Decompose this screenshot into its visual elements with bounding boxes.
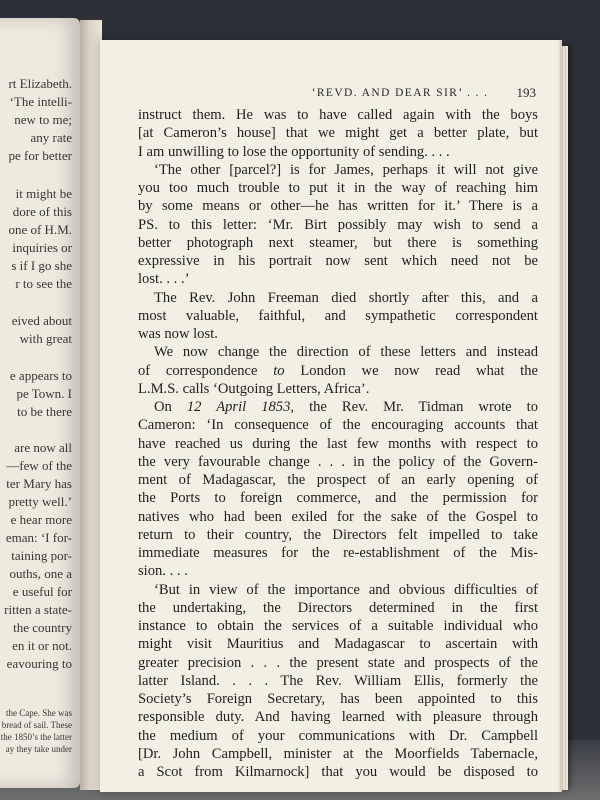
right-page [100, 40, 558, 792]
text-line: Society’s Foreign Secretary, has been appointed to this [138, 691, 538, 707]
text-line: expressive in his portrait now sent which need not be [138, 253, 538, 269]
text-line: PS. to this letter: ‘Mr. Birt possibly may wish to send a [138, 216, 538, 233]
text-line: latter Island. . . . The Rev. William Ellis, formerly the [138, 672, 538, 689]
left-page-fragment: ritten a state- [4, 602, 72, 617]
left-page-fragment: ‘The intelli- [9, 94, 72, 109]
left-page-fragment: any rate [30, 130, 72, 145]
text-line: a Scot from Kilmarnock] that you would be disposed to [138, 764, 538, 780]
text-line: might visit Mauritius and Madagascar to ascertain with [138, 636, 538, 653]
text-line: [at Cameron’s house] that we might get a better plate, but [138, 125, 538, 142]
text-fragment: London we now read what the [300, 362, 539, 379]
text-line: instance to obtain the services of a suitable individual who [138, 618, 538, 634]
left-page [0, 18, 80, 788]
left-page-fragment: e appears to [9, 368, 72, 383]
text-line: Cameron: ‘In consequence of the encouraging accounts that [138, 417, 538, 434]
text-line: better photograph next steamer, but there is something [138, 234, 538, 251]
left-page-fragment: s if I go she [11, 258, 72, 273]
text-line: lost. . . .’ [138, 271, 190, 288]
text-fragment: On [154, 399, 172, 415]
italic-fragment: to [273, 362, 285, 379]
text-line: greater precision . . . the present state and prospects of the [138, 654, 538, 671]
left-page-fragment: dore of this [12, 204, 72, 219]
text-line: instruct them. He was to have called again with the boys [138, 107, 538, 123]
text-line: the medium of your communications with Dr. Campbell [138, 727, 538, 744]
left-page-fragment: pretty well.’ [8, 494, 72, 509]
text-line: immediate measures for the re-establishment of the Mis- [138, 545, 538, 561]
left-page-fragment: pe for better [8, 148, 72, 163]
text-line: was now lost. [138, 326, 218, 342]
text-line: the very favourable change . . . in the policy of the Govern- [138, 453, 538, 470]
left-page-fragment: to be there [17, 404, 72, 419]
text-fragment: the Rev. Mr. Tidman wrote to [309, 399, 539, 415]
text-line: you too much trouble to put it in the way of reaching him [138, 180, 538, 196]
page-number: 193 [516, 85, 536, 100]
italic-date: 12 April 1853, [186, 399, 295, 415]
left-page-footnote-fragment: bread of sail. These [1, 720, 72, 730]
text-line: I am unwilling to lose the opportunity of sending. . . . [138, 143, 450, 160]
left-page-fragment: pe Town. I [16, 386, 72, 401]
left-page-fragment: ter Mary has [6, 476, 72, 491]
text-line: We now change the direction of these letters and instead [154, 344, 538, 361]
left-page-fragment: eavouring to [6, 656, 72, 671]
left-page-fragment: eived about [11, 313, 72, 328]
left-page-footnote-fragment: the 1850’s the latter [0, 732, 72, 742]
book-gutter [80, 20, 102, 790]
text-line: [Dr. John Campbell, minister at the Moorfields Tabernacle, [138, 745, 538, 762]
left-page-fragment: are now all [14, 440, 72, 455]
text-line: the Ports to foreign commerce, and the permission for [138, 490, 538, 507]
left-page-fragment: —few of the [6, 458, 72, 473]
text-line: have reached us during the last few months with respect to [138, 435, 538, 452]
left-page-fragment: one of H.M. [8, 222, 72, 237]
text-line: most valuable, faithful, and sympathetic correspondent [138, 307, 538, 324]
text-line: The Rev. John Freeman died shortly after this, and a [154, 289, 538, 306]
left-page-fragment: ouths, one a [9, 566, 72, 581]
left-page-fragment: e hear more [10, 512, 72, 527]
left-page-fragment: new to me; [14, 112, 72, 127]
text-line: natives who had been exiled for the sake of the Gospel to [138, 508, 538, 525]
left-page-fragment: en it or not. [12, 638, 72, 653]
text-fragment: of correspondence [138, 362, 258, 379]
text-line: ‘The other [parcel?] is for James, perhaps it will not give [154, 161, 538, 178]
left-page-fragment: taining por- [11, 548, 72, 563]
text-line: sion. . . . [138, 563, 188, 580]
left-page-fragment: the country [13, 620, 72, 635]
text-line [138, 362, 538, 380]
text-line: L.M.S. calls ‘Outgoing Letters, Africa’. [138, 380, 370, 397]
text-line: ‘But in view of the importance and obvious difficulties of [154, 581, 538, 598]
left-page-fragment: e useful for [12, 584, 72, 599]
left-page-fragment: rt Elizabeth. [8, 76, 72, 91]
text-line: by some means or other—he has written for it.’ There is a [138, 198, 538, 215]
text-line: return to their country, the Directors felt impelled to take [138, 526, 538, 543]
left-page-footnote-fragment: ay they take under [5, 744, 72, 754]
body-text [138, 106, 538, 781]
left-page-fragment: eman: ‘I for- [5, 530, 72, 545]
left-page-fragment: inquiries or [12, 240, 72, 255]
left-page-fragment: it might be [15, 186, 72, 201]
text-line: ment of Madagascar, the prospect of an early opening of [138, 472, 538, 488]
left-page-footnote-fragment: the Cape. She was [6, 708, 72, 718]
left-page-fragment: with great [19, 331, 72, 346]
text-line [138, 398, 538, 416]
text-line: responsible duty. And having learned with pleasure through [138, 709, 538, 726]
running-head: ‘REVD. AND DEAR SIR’ . . . [311, 87, 489, 99]
text-line: the undertaking, the Directors determined in the first [138, 599, 538, 616]
left-page-fragment: r to see the [15, 276, 72, 291]
